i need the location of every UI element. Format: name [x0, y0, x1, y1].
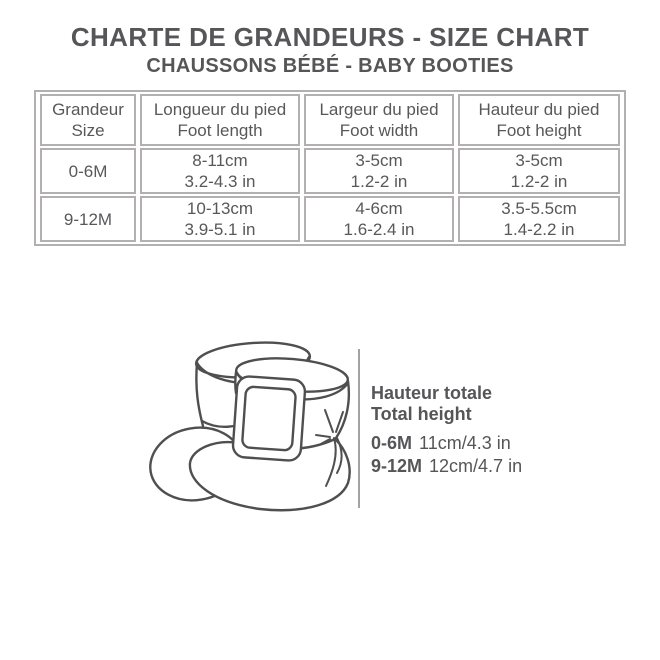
table-row — [40, 148, 620, 194]
column-header-foot-width — [304, 94, 454, 146]
page-title: CHARTE DE GRANDEURS - SIZE CHART — [70, 22, 590, 52]
header-en: Foot width — [339, 121, 419, 140]
value-in: 1.4-2.2 in — [503, 220, 575, 239]
value-cm: 10-13cm — [186, 199, 254, 218]
total-height-note — [371, 383, 522, 478]
note-entry-size: 9-12M — [371, 456, 423, 476]
foot-length-cell — [140, 148, 300, 194]
header-en: Foot height — [496, 121, 582, 140]
note-entry-size: 0-6M — [371, 433, 413, 453]
value-in: 3.2-4.3 in — [184, 172, 256, 191]
header-en: Size — [71, 121, 105, 140]
note-entry-value: 12cm/4.7 in — [429, 456, 523, 476]
value-in: 1.2-2 in — [350, 172, 408, 191]
note-entry-value: 11cm/4.3 in — [419, 433, 511, 453]
foot-width-cell — [304, 196, 454, 242]
foot-length-cell — [140, 196, 300, 242]
page-subtitle: CHAUSSONS BÉBÉ - BABY BOOTIES — [146, 55, 514, 77]
foot-width-cell — [304, 148, 454, 194]
size-chart-table — [34, 90, 626, 246]
note-title-fr: Hauteur totale — [371, 383, 493, 403]
header-en: Foot length — [177, 121, 263, 140]
value-cm: 3.5-5.5cm — [501, 199, 577, 218]
column-header-foot-height — [458, 94, 620, 146]
note-entry — [371, 432, 522, 455]
value-cm: 3-5cm — [515, 151, 563, 170]
header-fr: Hauteur du pied — [478, 100, 600, 119]
value-in: 1.6-2.4 in — [343, 220, 415, 239]
value-cm: 3-5cm — [355, 151, 403, 170]
foot-height-cell — [458, 196, 620, 242]
value-in: 3.9-5.1 in — [184, 220, 256, 239]
table-row — [40, 196, 620, 242]
size-cell — [40, 196, 136, 242]
note-title-en: Total height — [371, 404, 472, 424]
value-cm: 8-11cm — [192, 151, 248, 170]
size-value: 0-6M — [68, 161, 108, 181]
size-value: 9-12M — [63, 209, 113, 229]
header-fr: Grandeur — [52, 100, 124, 119]
header-fr: Largeur du pied — [319, 100, 439, 119]
header-fr: Longueur du pied — [153, 100, 287, 119]
size-cell — [40, 148, 136, 194]
column-header-foot-length — [140, 94, 300, 146]
value-in: 1.2-2 in — [510, 172, 568, 191]
baby-booties-illustration — [140, 331, 368, 531]
height-measurement-line — [358, 349, 360, 508]
value-cm: 4-6cm — [355, 199, 403, 218]
note-entry — [371, 455, 522, 478]
column-header-size — [40, 94, 136, 146]
foot-height-cell — [458, 148, 620, 194]
table-header-row — [40, 94, 620, 146]
